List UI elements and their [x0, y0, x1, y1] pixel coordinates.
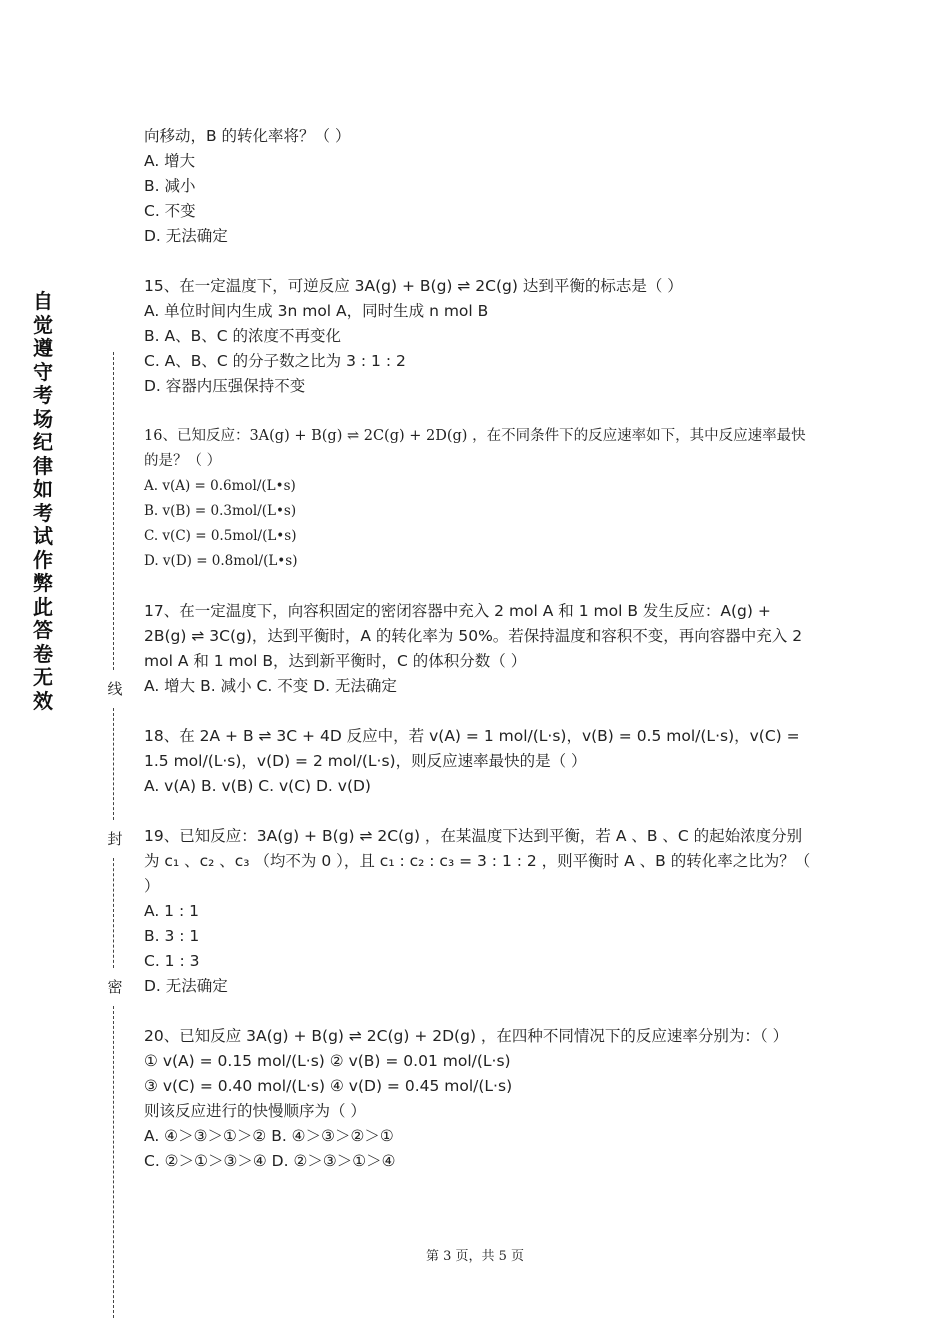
question-20 — [144, 1024, 814, 1174]
option-d: D. v(D) = 0.8mol/(L•s) — [144, 553, 298, 569]
option-b: B. 减小 — [144, 177, 196, 195]
rate-condition-line: ① v(A) = 0.15 mol/(L·s) ② v(B) = 0.01 mol/(L·s) — [144, 1052, 511, 1070]
question-stem: 15、在一定温度下，可逆反应 3A(g) + B(g) ⇌ 2C(g) 达到平衡的标志是（ ） — [144, 277, 683, 295]
option-a: A. 单位时间内生成 3n mol A，同时生成 n mol B — [144, 302, 489, 320]
question-19 — [144, 824, 814, 999]
option-c: C. 不变 — [144, 202, 196, 220]
question-stem: 19、已知反应：3A(g) + B(g) ⇌ 2C(g) ，在某温度下达到平衡，若 A 、B 、C 的起始浓度分别为 c₁ 、c₂ 、c₃ （均不为 0 ），且 c₁ : c₂ : c₃ = 3 : 1 : 2 ，则平衡时 A 、B 的转化率之比为？（ ） — [144, 827, 811, 895]
page-number-footer: 第 3 页，共 5 页 — [425, 1249, 525, 1264]
seal-line-segment — [113, 708, 114, 820]
options-line: A. ④＞③＞①＞② B. ④＞③＞②＞① — [144, 1127, 394, 1145]
option-a: A. 增大 — [144, 152, 196, 170]
question-stem: 16、已知反应：3A(g) + B(g) ⇌ 2C(g) + 2D(g) ，在不同条件下的反应速率如下，其中反应速率最快的是？（ ） — [144, 428, 806, 469]
seal-line-segment — [113, 352, 114, 670]
seal-line-label-feng: 封 — [107, 830, 123, 848]
question-stem: 向移动，B 的转化率将？（ ） — [144, 127, 351, 145]
option-c: C. A、B、C 的分子数之比为 3 : 1 : 2 — [144, 352, 406, 370]
question-stem: 18、在 2A + B ⇌ 3C + 4D 反应中，若 v(A) = 1 mol/(L·s)，v(B) = 0.5 mol/(L·s)，v(C) = 1.5 mol/(L·s)，v(D) = 2 mol/(L·s)，则反应速率最快的是（ ） — [144, 727, 800, 770]
question-list — [144, 124, 814, 1199]
seal-line-label-xian: 线 — [107, 680, 123, 698]
option-b: B. v(B) = 0.3mol/(L•s) — [144, 503, 297, 519]
question-18 — [144, 724, 814, 799]
option-c: C. v(C) = 0.5mol/(L•s) — [144, 528, 297, 544]
option-a: A. v(A) = 0.6mol/(L•s) — [144, 478, 296, 494]
question-stem: 17、在一定温度下，向容积固定的密闭容器中充入 2 mol A 和 1 mol B 发生反应：A(g) + 2B(g) ⇌ 3C(g)，达到平衡时，A 的转化率为 50%。若保持温度和容积不变，再向容器中充入 2 mol A 和 1 mol B，达到新平衡时，C 的体积分数（ ） — [144, 602, 803, 670]
question-16 — [144, 424, 814, 574]
option-d: D. 容器内压强保持不变 — [144, 377, 306, 395]
option-d: D. 无法确定 — [144, 977, 228, 995]
question-14-continued — [144, 124, 814, 249]
option-a: A. 1 : 1 — [144, 902, 199, 920]
question-prompt: 则该反应进行的快慢顺序为（ ） — [144, 1102, 366, 1120]
seal-line-segment — [113, 1006, 114, 1318]
option-c: C. 1 : 3 — [144, 952, 200, 970]
option-b: B. 3 : 1 — [144, 927, 200, 945]
question-stem: 20、已知反应 3A(g) + B(g) ⇌ 2C(g) + 2D(g) ，在四种不同情况下的反应速率分别为：（ ） — [144, 1027, 789, 1045]
option-d: D. 无法确定 — [144, 227, 228, 245]
seal-line-segment — [113, 858, 114, 968]
seal-line-label-mi: 密 — [107, 978, 123, 996]
options-line: C. ②＞①＞③＞④ D. ②＞③＞①＞④ — [144, 1152, 396, 1170]
exam-discipline-notice: 自觉遵守考场纪律如考试作弊此答卷无效 — [33, 289, 53, 713]
option-b: B. A、B、C 的浓度不再变化 — [144, 327, 341, 345]
rate-condition-line: ③ v(C) = 0.40 mol/(L·s) ④ v(D) = 0.45 mol/(L·s) — [144, 1077, 513, 1095]
options-line: A. v(A) B. v(B) C. v(C) D. v(D) — [144, 777, 371, 795]
question-17 — [144, 599, 814, 699]
options-line: A. 增大 B. 减小 C. 不变 D. 无法确定 — [144, 677, 397, 695]
question-15 — [144, 274, 814, 399]
